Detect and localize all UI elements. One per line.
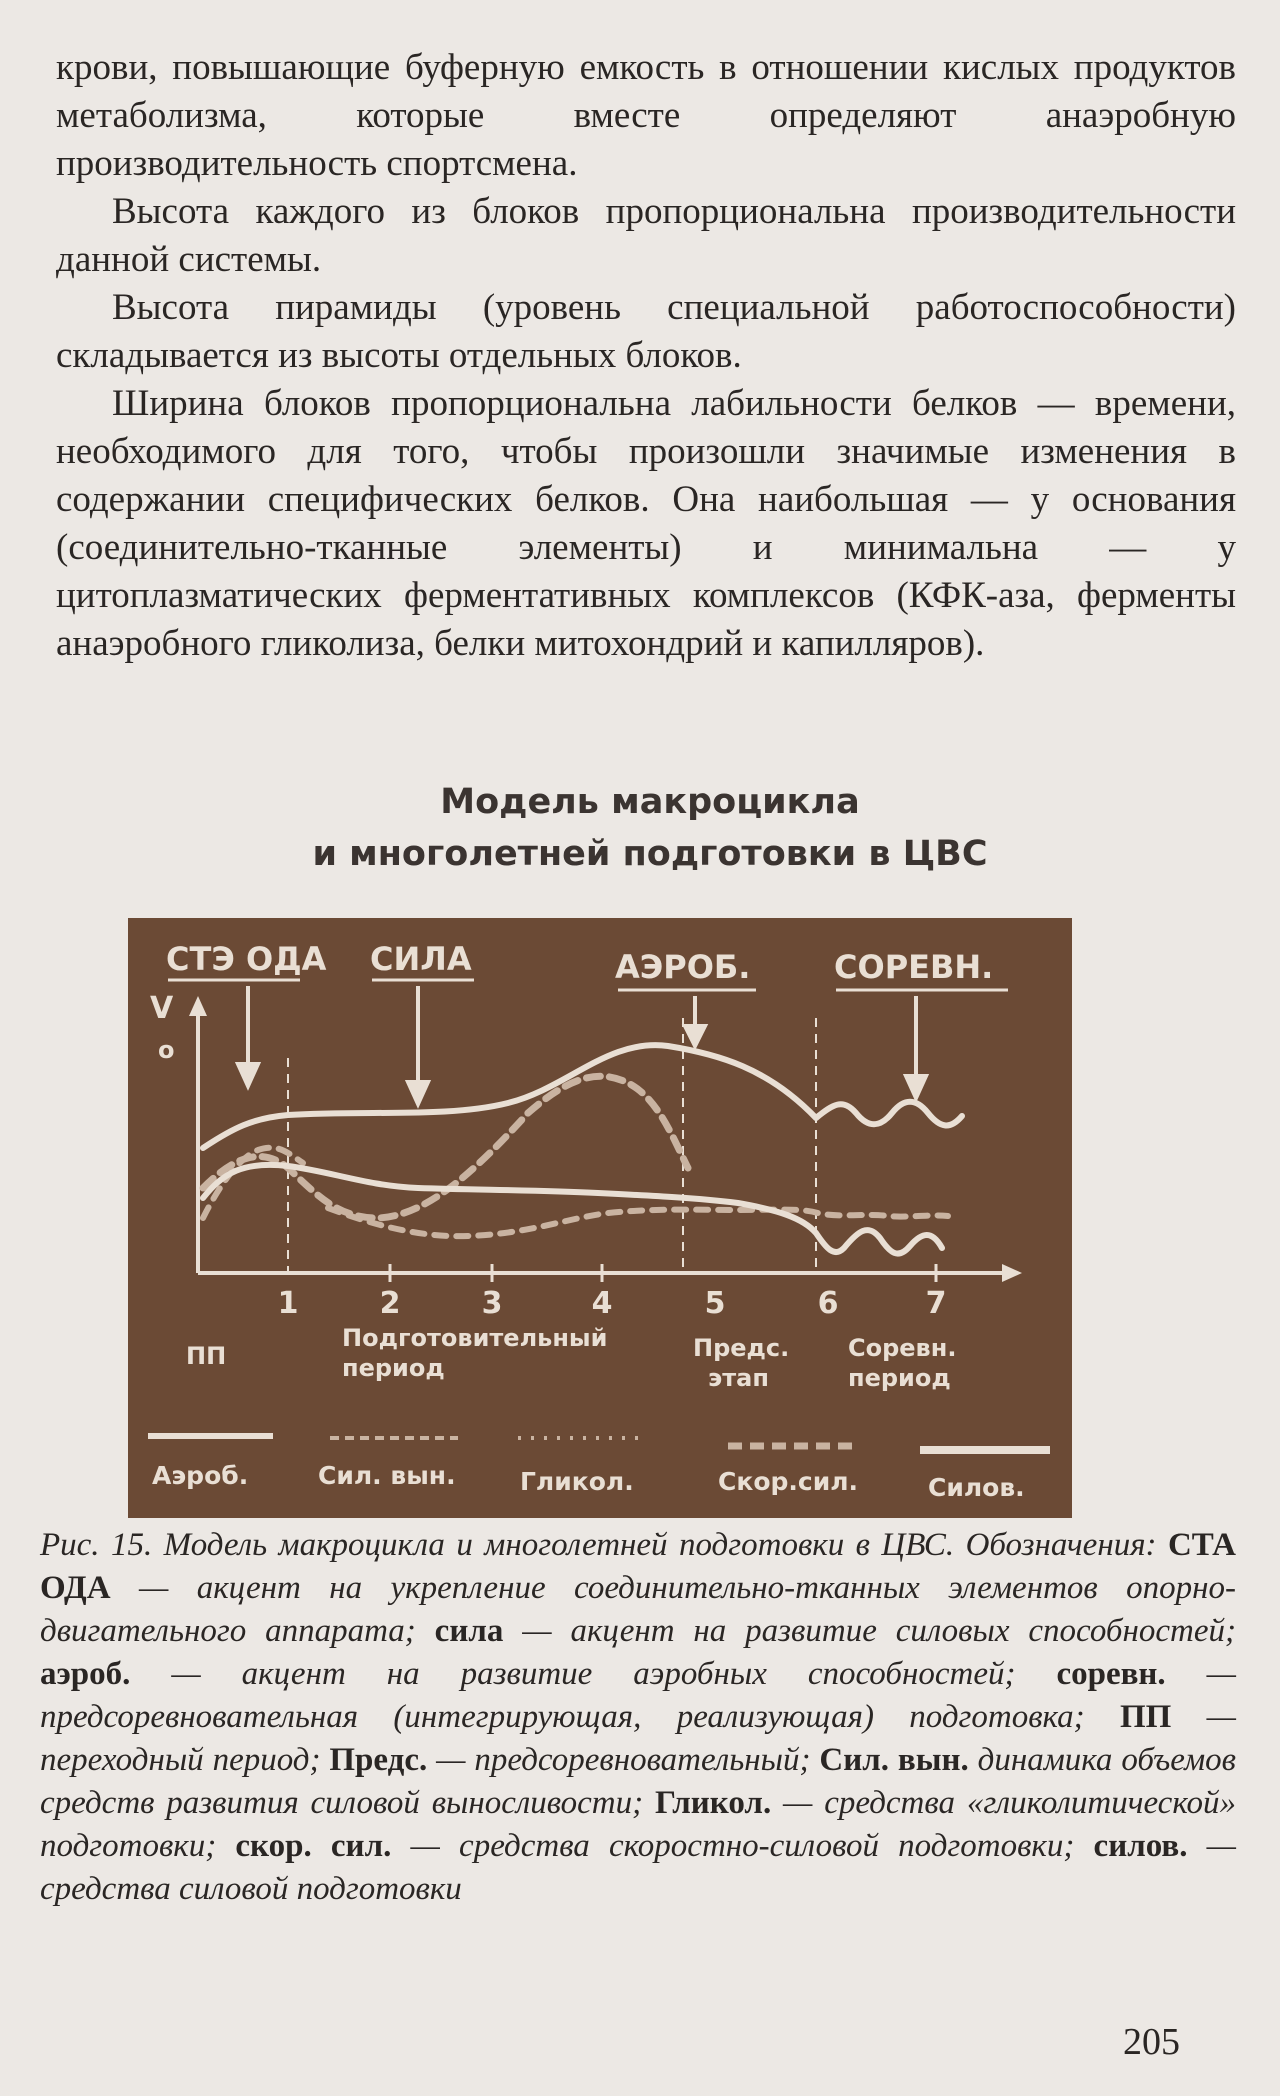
caption-term-4: соревн. (1056, 1656, 1166, 1692)
legend-samples (148, 1436, 1050, 1450)
legend-label-skor-sil: Скор.сил. (718, 1467, 859, 1496)
caption-term-3: аэроб. (40, 1656, 131, 1692)
macrocycle-diagram (128, 918, 1072, 1518)
caption-desc-6: — предсоревновательный; (427, 1742, 820, 1778)
period-labels (186, 1324, 956, 1392)
tick-labels (278, 1286, 947, 1321)
axis-label-o: o (158, 1036, 175, 1064)
arrow-sila (408, 986, 428, 1104)
tick-label-5: 5 (704, 1286, 726, 1321)
legend-labels (152, 1461, 1025, 1502)
caption-desc-8: — средства «гликолитической» подготовки; (40, 1785, 1237, 1864)
arrow-aerob (685, 996, 705, 1046)
phase-label-sorevn: СОРЕВН. (834, 948, 994, 986)
curve-aerob (203, 1045, 962, 1148)
period-label-preds-1: Предс. (693, 1334, 790, 1362)
arrow-sorevn (906, 996, 926, 1098)
body-text (56, 44, 1236, 668)
figure-caption (40, 1524, 1236, 1911)
figure-title-line-1: Модель макроцикла (440, 782, 860, 822)
caption-desc-7: динамика объемов средств развития силовой выносливости; (40, 1742, 1236, 1821)
caption-term-10: силов. (1093, 1828, 1188, 1864)
caption-term-5: ПП (1119, 1699, 1172, 1735)
diagram-svg (128, 918, 1072, 1518)
paragraph-2: Высота каждого из блоков пропорциональна производительности данной системы. (56, 191, 1236, 280)
x-axis-arrow (1002, 1264, 1022, 1282)
phase-label-aerob: АЭРОБ. (615, 948, 751, 986)
caption-term-8: Гликол. (654, 1785, 772, 1821)
phase-separators (288, 1018, 816, 1273)
period-label-preds-2: этап (708, 1364, 769, 1392)
figure-title-line-2: и многолетней подготовки в ЦВС (312, 834, 988, 874)
y-axis-arrow (189, 996, 207, 1016)
caption-term-1: СТА ОДА (40, 1527, 1236, 1606)
period-label-prep-2: период (342, 1354, 445, 1382)
caption-desc-4: — предсоревновательная (интегрирующая, реализующая) подготовка; (40, 1656, 1236, 1735)
phase-label-sila: СИЛА (370, 940, 472, 978)
caption-desc-2: — акцент на развитие силовых способностей; (503, 1613, 1236, 1649)
period-label-prep-1: Подготовительный (342, 1324, 608, 1352)
caption-desc-9: — средства скоростно-силовой подготовки; (391, 1828, 1094, 1864)
caption-term-7: Сил. вын. (819, 1742, 969, 1778)
tick-label-7: 7 (925, 1286, 947, 1321)
tick-label-4: 4 (591, 1286, 613, 1321)
axis-label-v: V (150, 991, 174, 1026)
curve-glikol (328, 1208, 948, 1236)
period-label-sorevn-1: Соревн. (848, 1334, 957, 1362)
phase-label-ste-oda: СТЭ ОДА (166, 940, 327, 978)
legend-label-glikol: Гликол. (520, 1467, 634, 1496)
tick-label-2: 2 (379, 1286, 401, 1321)
paragraph-4: Ширина блоков пропорциональна лабильности белков — времени, необходимого для того, чтобы произошли значимые изменения в содержании специфических белков. Она наибольшая — у основания (соединительно-тканные элементы) и минимальна — у цитоплазматических ферментативных комплексов (КФК-аза, ферменты анаэробного гликолиза, белки митохондрий и капилляров). (56, 383, 1236, 664)
curves (203, 1045, 962, 1253)
legend-label-sil-vyn: Сил. вын. (318, 1461, 456, 1490)
caption-lead: Рис. 15. Модель макроцикла и многолетней подготовки в ЦВС. Обозначения: (40, 1527, 1168, 1563)
caption-term-6: Предс. (329, 1742, 428, 1778)
caption-term-2: сила (434, 1613, 504, 1649)
period-label-pp: ПП (186, 1342, 227, 1370)
caption-desc-5: — переходный период; (40, 1699, 1236, 1778)
caption-desc-10: — средства силовой подготовки (40, 1828, 1237, 1907)
paragraph-3: Высота пирамиды (уровень специальной работоспособности) складывается из высоты отдельных блоков. (56, 287, 1236, 376)
arrow-ste-oda (238, 986, 258, 1086)
paragraph-1: крови, повышающие буферную емкость в отношении кислых продуктов метаболизма, которые вместе определяют анаэробную производительность спортсмена. (56, 47, 1236, 184)
phase-arrows (238, 986, 926, 1104)
tick-label-6: 6 (817, 1286, 839, 1321)
caption-term-9: скор. сил. (235, 1828, 392, 1864)
legend-label-aerob: Аэроб. (152, 1461, 249, 1490)
legend-label-silov: Силов. (928, 1473, 1025, 1502)
figure-title (130, 776, 1170, 880)
page-number: 205 (1123, 2021, 1180, 2063)
tick-label-3: 3 (481, 1286, 503, 1321)
caption-desc-3: — акцент на развитие аэробных способностей; (130, 1656, 1057, 1692)
tick-label-1: 1 (277, 1286, 299, 1321)
period-label-sorevn-2: период (848, 1364, 951, 1392)
caption-desc-1: — акцент на укрепление соединительно-тканных элементов опорно-двигательного аппарата; (40, 1570, 1236, 1649)
curve-silov (203, 1165, 942, 1254)
